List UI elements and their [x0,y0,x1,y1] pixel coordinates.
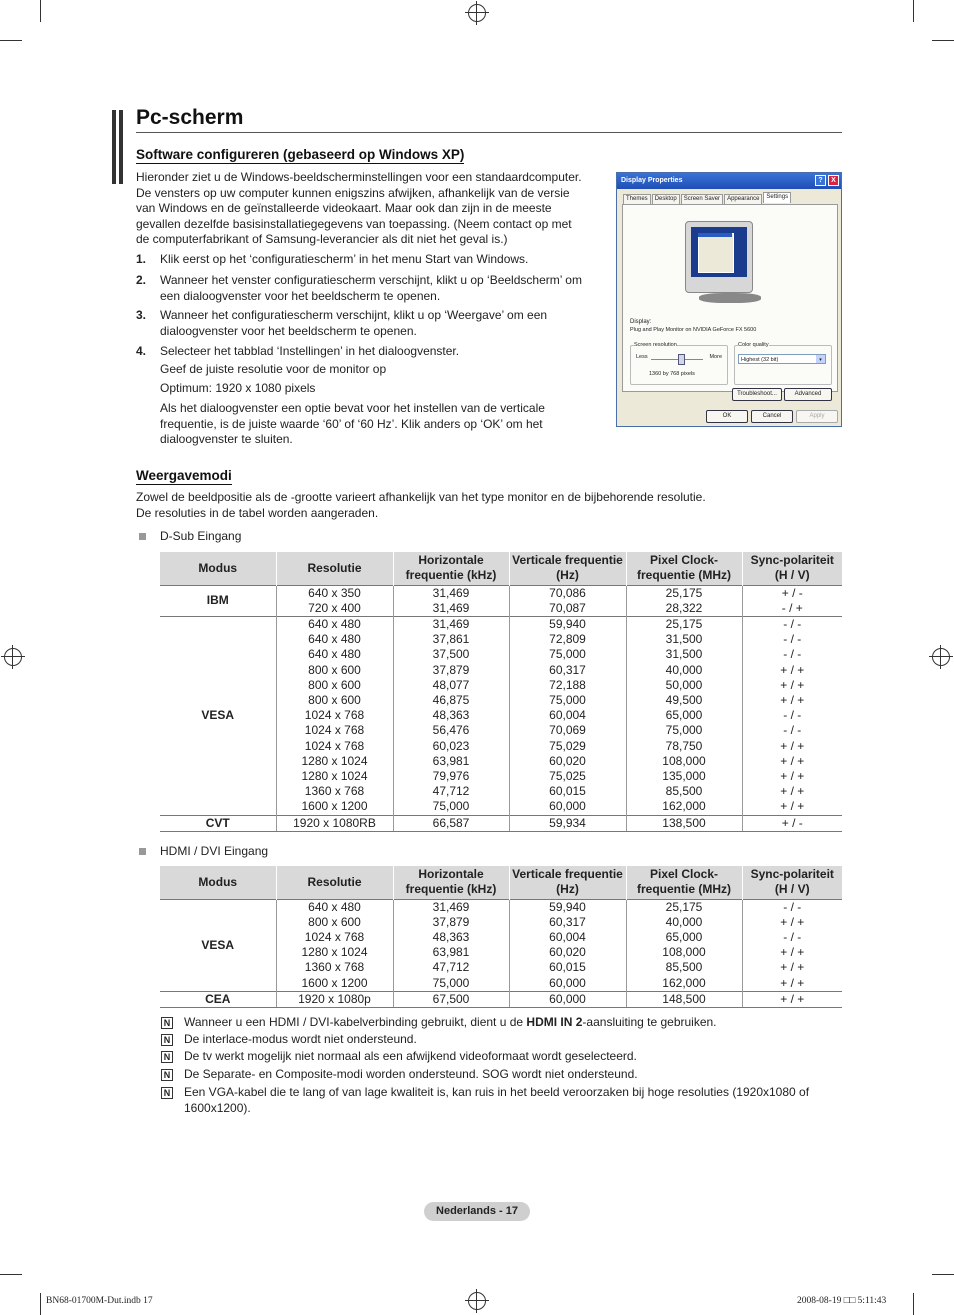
step-text: Wanneer het configuratiescherm verschijnt, klikt u op ‘Weergave’ om een dialoogvenster voor het beeldscherm te openen. [160,308,548,338]
chevron-down-icon[interactable]: ▾ [816,355,825,363]
registration-mark-icon [468,4,486,22]
note-icon: N [161,1017,173,1029]
crop-mark [932,1274,954,1275]
value-cell: 138,500 [626,815,742,831]
value-cell: 25,175 31,500 31,500 40,000 50,000 49,500 65,000 75,000 78,750 108,000 135,000 85,500 162,000 [626,616,742,815]
mode-cell: CEA [160,991,276,1007]
display-value: Plug and Play Monitor on NVIDIA GeForce FX 5600 [630,327,757,333]
crop-mark [913,1293,914,1315]
tab-screen-saver[interactable]: Screen Saver [681,194,723,205]
ok-button[interactable]: OK [706,410,748,423]
table-row [160,991,842,1007]
column-header-mode: Modus [160,866,276,899]
column-header-pixel-clock: Pixel Clock- frequentie (MHz) [626,552,742,585]
value-cell: 148,500 [626,991,742,1007]
mode-cell: VESA [160,616,276,815]
column-header-hfreq: Horizontale frequentie (kHz) [393,552,509,585]
step-number: 4. [136,344,147,358]
value-cell: 1920 x 1080p [276,991,393,1007]
mode-cell: IBM [160,585,276,616]
mode-cell: VESA [160,899,276,991]
help-icon[interactable]: ? [815,175,826,186]
value-cell: 31,469 37,861 37,500 37,879 48,077 46,875 48,363 56,476 60,023 63,981 79,976 47,712 75,000 [393,616,509,815]
color-quality-select[interactable]: Highest (32 bit) ▾ [738,354,826,364]
screen-resolution-group: Screen resolution Less More 1360 by 768 pixels [630,345,728,385]
value-cell: 25,175 40,000 65,000 108,000 85,500 162,000 [626,899,742,991]
crop-mark [913,0,914,22]
note-videoformat: De tv werkt mogelijk niet normaal als een afwijkend videoformaat wordt geselecteerd. [184,1049,637,1063]
value-cell: 60,000 [509,991,626,1007]
table-row [160,585,842,616]
slug-timestamp: 2008-08-19 □□ 5:11:43 [797,1296,887,1306]
dsub-mode-table [160,552,842,832]
value-cell: 66,587 [393,815,509,831]
value-cell: - / - + / + - / - + / + + / + + / + [742,899,842,991]
dialog-titlebar: Display Properties ? X [617,173,841,189]
mode-cell: CVT [160,815,276,831]
note-icon: N [161,1087,173,1099]
value-cell: 59,934 [509,815,626,831]
note-sog: De Separate- en Composite-modi worden ondersteund. SOG wordt niet ondersteund. [184,1067,638,1081]
weergavemodi-intro: Zowel de beeldpositie als de -grootte varieert afhankelijk van het type monitor en de bijbehorende resolutie. De resoluties in de tabel worden aangeraden. [136,490,706,520]
crop-mark [40,1293,41,1315]
column-header-resolution: Resolutie [276,866,393,899]
page-title: Pc-scherm [136,106,244,129]
section-heading-software: Software configureren (gebaseerd op Windows XP) [136,147,465,162]
value-cell: 59,940 72,809 75,000 60,317 72,188 75,000 60,004 70,069 75,029 60,020 75,025 60,015 60,000 [509,616,626,815]
optimum-text: Optimum: 1920 x 1080 pixels [160,381,316,395]
step-number: 1. [136,252,147,266]
monitor-stand [699,293,761,303]
step-text: Wanneer het venster configuratiescherm verschijnt, klikt u op ‘Beeldscherm’ om een dialoogvenster voor het beeldscherm te openen. [160,273,582,303]
value-cell: + / + [742,991,842,1007]
value-cell: 59,940 60,317 60,004 60,020 60,015 60,000 [509,899,626,991]
value-cell: 70,086 70,087 [509,585,626,616]
note-interlace: De interlace-modus wordt niet ondersteund. [184,1032,417,1046]
note-icon: N [161,1034,173,1046]
column-header-vfreq: Verticale frequentie (Hz) [509,866,626,899]
display-properties-dialog [616,172,842,427]
registration-mark-icon [468,1292,486,1310]
value-cell: 31,469 37,879 48,363 63,981 47,712 75,000 [393,899,509,991]
crop-mark [932,40,954,41]
hdmi-label: HDMI / DVI Eingang [160,844,269,858]
dsub-label: D-Sub Eingang [160,529,242,543]
value-cell: + / - [742,815,842,831]
value-cell: 67,500 [393,991,509,1007]
value-cell: 31,469 31,469 [393,585,509,616]
tab-settings[interactable]: Settings [763,192,791,203]
column-header-hfreq: Horizontale frequentie (kHz) [393,866,509,899]
frequency-note: Als het dialoogvenster een optie bevat voor het instellen van de verticale frequentie, is de juiste waarde ‘60’ of ‘60 Hz’. Klik anders op ‘OK’ om het dialoogvenster te sluiten. [160,401,545,446]
column-header-pixel-clock: Pixel Clock- frequentie (MHz) [626,866,742,899]
step-text: Selecteer het tabblad ‘Instellingen’ in het dialoogvenster. Geef de juiste resolutie voor de monitor op [160,344,460,376]
title-accent-bar [119,110,123,184]
slug-filename: BN68-01700M-Dut.indb 17 [46,1296,153,1306]
crop-mark [0,1274,22,1275]
value-cell: 640 x 350 720 x 400 [276,585,393,616]
tab-desktop[interactable]: Desktop [652,194,680,205]
registration-mark-icon [932,648,950,666]
monitor-preview-icon [685,221,753,293]
crop-mark [0,40,22,41]
troubleshoot-button[interactable]: Troubleshoot... [732,388,782,401]
close-icon[interactable]: X [828,175,839,186]
step-number: 2. [136,273,147,287]
value-cell: 640 x 480 640 x 480 640 x 480 800 x 600 800 x 600 800 x 600 1024 x 768 1024 x 768 1024 x 768 1280 x 1024 1280 x 1024 1360 x 768 1600 x 1200 [276,616,393,815]
cancel-button[interactable]: Cancel [751,410,793,423]
tab-themes[interactable]: Themes [623,194,651,205]
color-quality-group: Color quality Highest (32 bit) ▾ [734,345,832,385]
column-header-sync: Sync-polariteit (H / V) [742,552,842,585]
value-cell: - / - - / - - / - + / + + / + + / + - / - - / - + / + + / + + / + + / + + / + [742,616,842,815]
title-accent-bar [112,110,116,184]
section-heading-weergavemodi: Weergavemodi [136,468,232,483]
table-row [160,899,842,991]
note-hdmi: Wanneer u een HDMI / DVI-kabelverbinding gebruikt, dient u de HDMI IN 2-aansluiting te gebruiken. [184,1015,717,1029]
advanced-button[interactable]: Advanced [784,388,832,401]
column-header-mode: Modus [160,552,276,585]
title-rule [136,132,842,133]
apply-button[interactable]: Apply [796,410,838,423]
tab-appearance[interactable]: Appearance [724,194,762,205]
step-number: 3. [136,308,147,322]
note-icon: N [161,1051,173,1063]
resolution-slider-thumb[interactable] [678,354,685,365]
hdmi-mode-table [160,866,842,1008]
column-header-sync: Sync-polariteit (H / V) [742,866,842,899]
crop-mark [40,0,41,22]
table-row [160,815,842,831]
column-header-resolution: Resolutie [276,552,393,585]
intro-paragraph: Hieronder ziet u de Windows-beeldscherminstellingen voor een standaardcomputer. De vensters op uw computer kunnen enigszins afwijken, afhankelijk van de versie van Windows en de geïnstalleerde videokaart. Maar ook dan zijn in de meeste gevallen dezelfde basisinstallatiegegevens van toepassing. (Neem contact op met de computerfabrikant of Samsung-leverancier als dit niet het geval is.) [136,170,582,246]
value-cell: + / - - / + [742,585,842,616]
value-cell: 25,175 28,322 [626,585,742,616]
value-cell: 640 x 480 800 x 600 1024 x 768 1280 x 1024 1360 x 768 1600 x 1200 [276,899,393,991]
display-label: Display: [630,319,652,325]
square-bullet-icon [139,848,146,855]
column-header-vfreq: Verticale frequentie (Hz) [509,552,626,585]
table-row [160,616,842,815]
registration-mark-icon [4,648,22,666]
value-cell: 1920 x 1080RB [276,815,393,831]
step-text: Klik eerst op het ‘configuratiescherm’ in het menu Start van Windows. [160,252,529,266]
note-vga: Een VGA-kabel die te lang of van lage kwaliteit is, kan ruis in het beeld veroorzaken bij hoge resoluties (1920x1080 of 1600x1200). [184,1085,810,1115]
square-bullet-icon [139,533,146,540]
note-icon: N [161,1069,173,1081]
page-number-badge: Nederlands - 17 [424,1202,530,1221]
